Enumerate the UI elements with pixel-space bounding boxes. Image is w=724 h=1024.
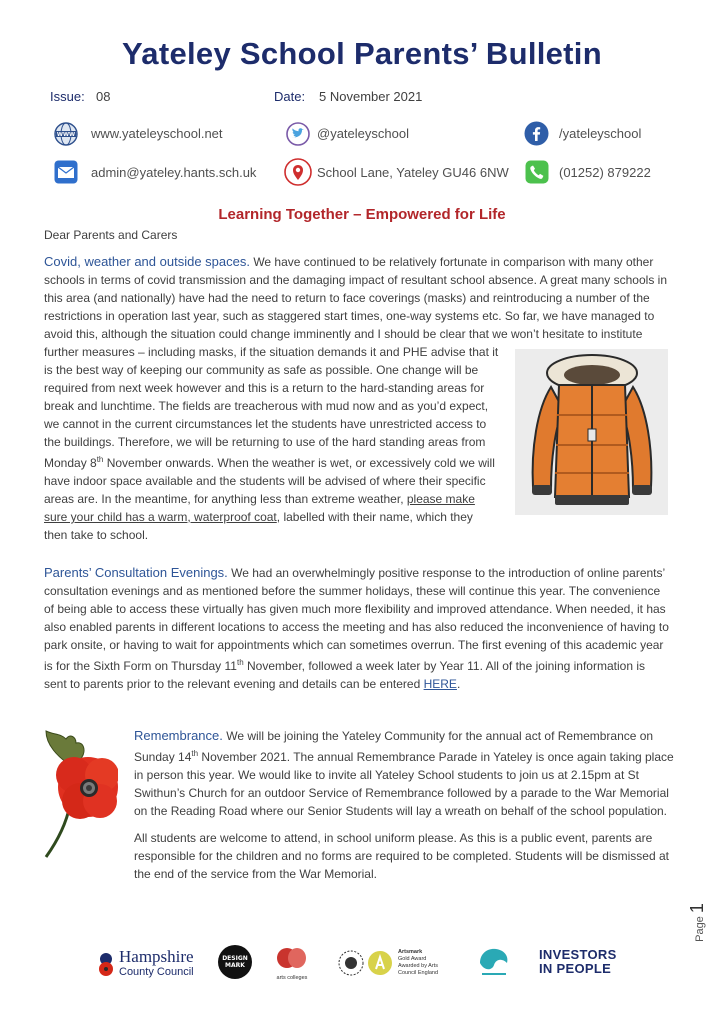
twitter-handle[interactable]: @yateleyschool (317, 126, 409, 141)
location-pin-icon (284, 158, 312, 191)
covid-line: areas are. In the meantime, for anything less than extreme weather, please make (44, 492, 475, 506)
covid-line: avoid this, although the situation could change imminently and I should be clear that we won’t hesitate to institute (44, 327, 643, 341)
facebook-icon (524, 121, 549, 151)
consultation-line: of being able to access these virtually has given much more flexibility and improved attendance. When needed, it has (44, 602, 666, 616)
globe-icon (54, 122, 78, 151)
phone-icon (525, 160, 549, 189)
page-number: 1 (686, 903, 707, 914)
consultation-line: is for the Sixth Form on Thursday 11th November, followed a week later by Year 11. All of the joining information is (44, 658, 645, 673)
covid-line: break and lunchtime. The fields are treacherous with mud now and as you’d expect, (44, 399, 489, 413)
arts-council-badge-icon (338, 950, 364, 981)
design-mark-logo (217, 944, 253, 985)
booking-here-link[interactable]: HERE (423, 677, 457, 691)
consultation-line: park onsite, or having to wait for appointments which can sometimes overrun. The first evening of this academic year (44, 638, 664, 652)
remembrance-line: Sunday 14th November 2021. The annual Remembrance Parade in Yateley is once again taking place (134, 749, 674, 764)
covid-line: this area (and nationally) have had the need to return to face coverings (masks) and reintroducing a number of the (44, 291, 650, 305)
consultation-line: consultation evenings and as mentioned before the summer holidays, these will continue this year. The convenience (44, 584, 661, 598)
arts-colleges-mark-icon (272, 946, 312, 970)
svg-text:MARK: MARK (225, 962, 245, 969)
phone-number[interactable]: (01252) 879222 (559, 165, 651, 180)
twitter-icon (286, 122, 310, 151)
covid-line: then take to school. (44, 528, 149, 542)
date-value: 5 November 2021 (319, 89, 423, 104)
investors-in-people-logo: INVESTORS IN PEOPLE (539, 947, 617, 976)
page-label: Page (693, 916, 706, 942)
email-icon (54, 160, 78, 189)
svg-text:DESIGN: DESIGN (222, 955, 248, 962)
hampshire-logo: Hampshire County Council (96, 948, 206, 980)
consultation-line: sent to parents prior to the relevant evening and details can be entered HERE. (44, 677, 461, 691)
covid-line: restrictions in operation last year, such as staggered start times, one-way systems etc. So far, we have managed to (44, 309, 655, 323)
facebook-page[interactable]: /yateleyschool (559, 126, 642, 141)
email-address[interactable]: admin@yateley.hants.sch.uk (91, 165, 257, 180)
bulletin-title: Yateley School Parents’ Bulletin (122, 36, 602, 71)
arts-colleges-logo: arts colleges (272, 946, 312, 982)
covid-line: have indoor space available and the students will be advised of where their specific (44, 474, 486, 488)
svg-text:WWW: WWW (56, 132, 76, 138)
remembrance-line: Swithun’s Church for an outdoor Service of Remembrance followed by a parade to the War Memorial (134, 786, 669, 800)
covid-line: required from next week however and this is a return to the hard-standing areas for (44, 381, 485, 395)
winter-coat-image (515, 349, 668, 515)
covid-line: further measures – including masks, if the situation demands it and PHE advise that it (44, 345, 499, 359)
remembrance-line: responsible for the children and no forms are required to be completed. Students will be dismissed at (134, 849, 669, 863)
consultation-section: Parents’ Consultation Evenings. We had an overwhelmingly positive response to the introduction of online parents’ consultation evenings and as mentioned before the summer holidays, these will continue this year. The convenience of being able to access these virtually has given much more flexibility and improved attendance. When needed, it has also enabled parents in different locations to access the meeting and has also reduced the inconvenience of having to park onsite, or having to wait for appointments which can sometimes overrun. The first evening of this academic year is for the Sixth Form on Thursday 11th November, followed a week later by Year 11. All of the joining information is sent to parents prior to the relevant evening and details can be entered HERE. (44, 564, 684, 693)
covid-line: the buildings. Therefore, we will be returning to use of the hard standing areas from (44, 435, 486, 449)
remembrance-line: on the Reading Road where our Senior Students will lay a wreath on behalf of the school population. (134, 804, 668, 818)
covid-line: sure your child has a warm, waterproof coat, labelled with their name, which they (44, 510, 473, 524)
remembrance-section: Remembrance. We will be joining the Yateley Community for the annual act of Remembrance on Sunday 14th November 2021. The annual Remembrance Parade in Yateley is once again taking place in person this year. We would like to invite all Yateley School students to join us at 2.15pm at St Swithun’s Church for an outdoor Service of Remembrance followed by a parade to the War Memorial on the Reading Road where our Senior Students will lay a wreath on behalf of the school population. All students are welcome to attend, in school uniform please. As this is a public event, parents are responsible for the children and no forms are required to be completed. Students will be dismissed at the end of the service from the War Memorial. (134, 727, 694, 883)
covid-line: we cannot in the current circumstances let the students have unrestricted access to (44, 417, 487, 431)
covid-line: is the best way of keeping our community as safe as possible. One change will be (44, 363, 479, 377)
hampshire-crest-icon (96, 951, 116, 977)
date-label: Date: (274, 89, 306, 104)
remembrance-heading: Remembrance. (134, 728, 223, 743)
page-marker (686, 898, 716, 944)
issue-label: Issue: (50, 89, 85, 104)
covid-line: schools in terms of covid transmission and the damaging impact of resultant school absence. A great many schools in (44, 273, 667, 287)
artsmark-text: Artsmark Gold Award Awarded by Arts Council England (398, 949, 439, 976)
website-link[interactable]: www.yateleyschool.net (91, 126, 223, 141)
remembrance-line: in person this year. We would like to invite all Yateley School students to join us at 2.15pm at St (134, 768, 639, 782)
covid-line: We have continued to be relatively fortunate in comparison with many other (253, 255, 654, 269)
remembrance-line: the end of the service from the War Memorial. (134, 867, 377, 881)
consultation-line: also enabled parents in different locations to access the meeting and has also reduced the inconvenience of having to (44, 620, 669, 634)
covid-heading: Covid, weather and outside spaces. (44, 254, 250, 269)
teal-wave-logo-icon (476, 945, 512, 984)
school-address: School Lane, Yateley GU46 6NW (317, 165, 509, 180)
school-slogan: Learning Together – Empowered for Life (218, 206, 506, 223)
poppy-image (40, 725, 118, 863)
consultation-heading: Parents’ Consultation Evenings. (44, 565, 228, 580)
covid-line: Monday 8th November onwards. When the weather is wet, or excessively cold we will (44, 455, 495, 470)
issue-value: 08 (96, 89, 111, 104)
greeting: Dear Parents and Carers (44, 228, 178, 242)
remembrance-line: All students are welcome to attend, in school uniform please. As this is a public event, parents are (134, 831, 653, 845)
artsmark-logo-icon (367, 950, 393, 981)
